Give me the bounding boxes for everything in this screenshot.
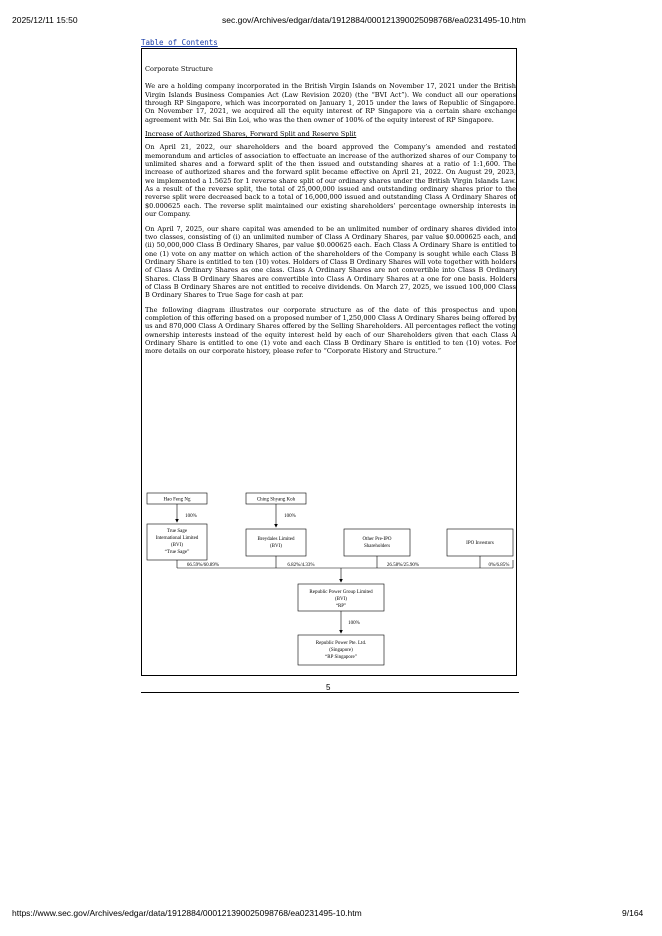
true-sage-percent: 66.59%/60.89% — [186, 563, 220, 568]
rp-line3: “RP” — [335, 604, 347, 609]
breydales-box — [246, 529, 306, 556]
ipo-investors-percent: 0%/6.85% — [488, 563, 510, 568]
paragraph-share-split: On April 21, 2022, our shareholders and the board approved the Company’s amended and restated memorandum and articles of association to effectuate an increase of the authorized shares of our Company to unlimited shares and a forward split of the then issued and outstanding shares at a ratio of 1:1,600. The increase of authorized shares and the forward split became effective on April 21, 2022. On August 29, 2023, we implemented a 1.5625 for 1 reverse share split of our ordinary shares under the British Virgin Islands Law. As a result of the reverse split, the total of 25,000,000 issued and outstanding ordinary shares prior to the reverse split were decreased back to a total of 16,000,000 issued and outstanding Class A Ordinary Shares of $0.000625 each. The reverse split maintained our existing shareholders’ percentage ownership interests in our Company. — [145, 143, 516, 219]
rp-line1: Republic Power Group Limited — [309, 590, 373, 595]
true-sage-line2: International Limited — [155, 536, 199, 541]
rp-singapore-line2: (Singapore) — [329, 648, 353, 653]
other-shareholders-line1: Other Pre-IPO — [362, 537, 392, 542]
corporate-structure-diagram — [141, 489, 517, 669]
subsection-title: Increase of Authorized Shares, Forward Split and Reserve Split — [145, 130, 357, 139]
print-page-counter: 9/164 — [622, 908, 644, 918]
other-shareholders-line2: Shareholders — [363, 544, 391, 549]
true-sage-line1: True Sage — [166, 529, 188, 534]
paragraph-holding-company: We are a holding company incorporated in the British Virgin Islands on November 17, 2021 under the British Virgin Islands Business Companies Act (Law Revision 2020) (the “BVI Act”). We conduct all our operations through RP Singapore, which was incorporated on January 1, 2015 under the laws of Republic of Singapore. On November 17, 2021, we acquired all the equity interest of RP Singapore via a certain share exchange agreement with Mr. Sai Bin Loi, who was the then owner of 100% of the equity interest of RP Singapore. — [145, 82, 516, 124]
other-shareholders-percent: 26.58%/25.90% — [386, 563, 420, 568]
true-sage-line3: (BVI) — [171, 543, 183, 548]
other-shareholders-box — [344, 529, 410, 556]
rp-singapore-line3: “RP Singapore” — [325, 655, 357, 660]
person2-name: Ching Shyang Koh — [256, 497, 296, 503]
page-divider — [141, 692, 519, 693]
breydales-line2: (BVI) — [270, 544, 282, 549]
document-body — [145, 65, 516, 362]
ipo-investors-label: IPO Investors — [466, 541, 494, 546]
person1-name: Hao Feng Ng — [163, 497, 191, 503]
rp-singapore-line1: Republic Power Pte. Ltd. — [315, 641, 367, 646]
page-number: 5 — [326, 683, 331, 692]
table-of-contents-link[interactable]: Table of Contents — [141, 38, 218, 47]
rp-percent: 100% — [348, 621, 360, 626]
person2-percent: 100% — [284, 514, 296, 519]
print-header-url: sec.gov/Archives/edgar/data/1912884/000121390025098768/ea0231495-10.htm — [222, 15, 526, 25]
section-title: Corporate Structure — [145, 65, 213, 73]
rp-line2: (BVI) — [335, 597, 347, 602]
person1-percent: 100% — [185, 514, 197, 519]
paragraph-diagram-intro: The following diagram illustrates our corporate structure as of the date of this prospectus and upon completion of this offering based on a proposed number of 1,250,000 Class A Ordinary Shares being offered by us and 870,000 Class A Ordinary Shares offered by the Selling Shareholders. All percentages reflect the voting ownership interests instead of the equity interest held by each of our Shareholders given that each Class A Ordinary Share is entitled to one (1) vote and each Class B Ordinary Share is entitled to ten (10) votes. For more details on our corporate history, please refer to “Corporate History and Structure.” — [145, 305, 516, 356]
breydales-percent: 6.82%/4.33% — [287, 563, 315, 568]
print-footer-url: https://www.sec.gov/Archives/edgar/data/1912884/000121390025098768/ea0231495-10.htm — [12, 908, 362, 918]
paragraph-share-capital: On April 7, 2025, our share capital was amended to be an unlimited number of ordinary shares divided into two classes, consisting of (i) an unlimited number of Class A Ordinary Shares, par value $0.000625 each, and (ii) 50,000,000 Class B Ordinary Shares, par value $0.000625 each. Each Class A Ordinary Share is entitled to one (1) vote on any matter on which action of the shareholders of the Company is sought while each Class B Ordinary Share is entitled to ten (10) votes. Holders of Class B Ordinary Shares will vote together with holders of Class A Ordinary Shares as one class. Class A Ordinary Shares are not convertible into Class B Ordinary Shares. Class B Ordinary Shares are convertible into Class A Ordinary Shares at a one for one basis. Holders of Class B Ordinary Shares are not entitled to receive dividends. On March 27, 2025, we issued 100,000 Class B Ordinary Shares to True Sage for cash at par. — [145, 224, 516, 300]
print-timestamp: 2025/12/11 15:50 — [12, 15, 78, 25]
true-sage-line4: “True Sage” — [164, 550, 190, 555]
breydales-line1: Breydales Limited — [257, 537, 295, 542]
